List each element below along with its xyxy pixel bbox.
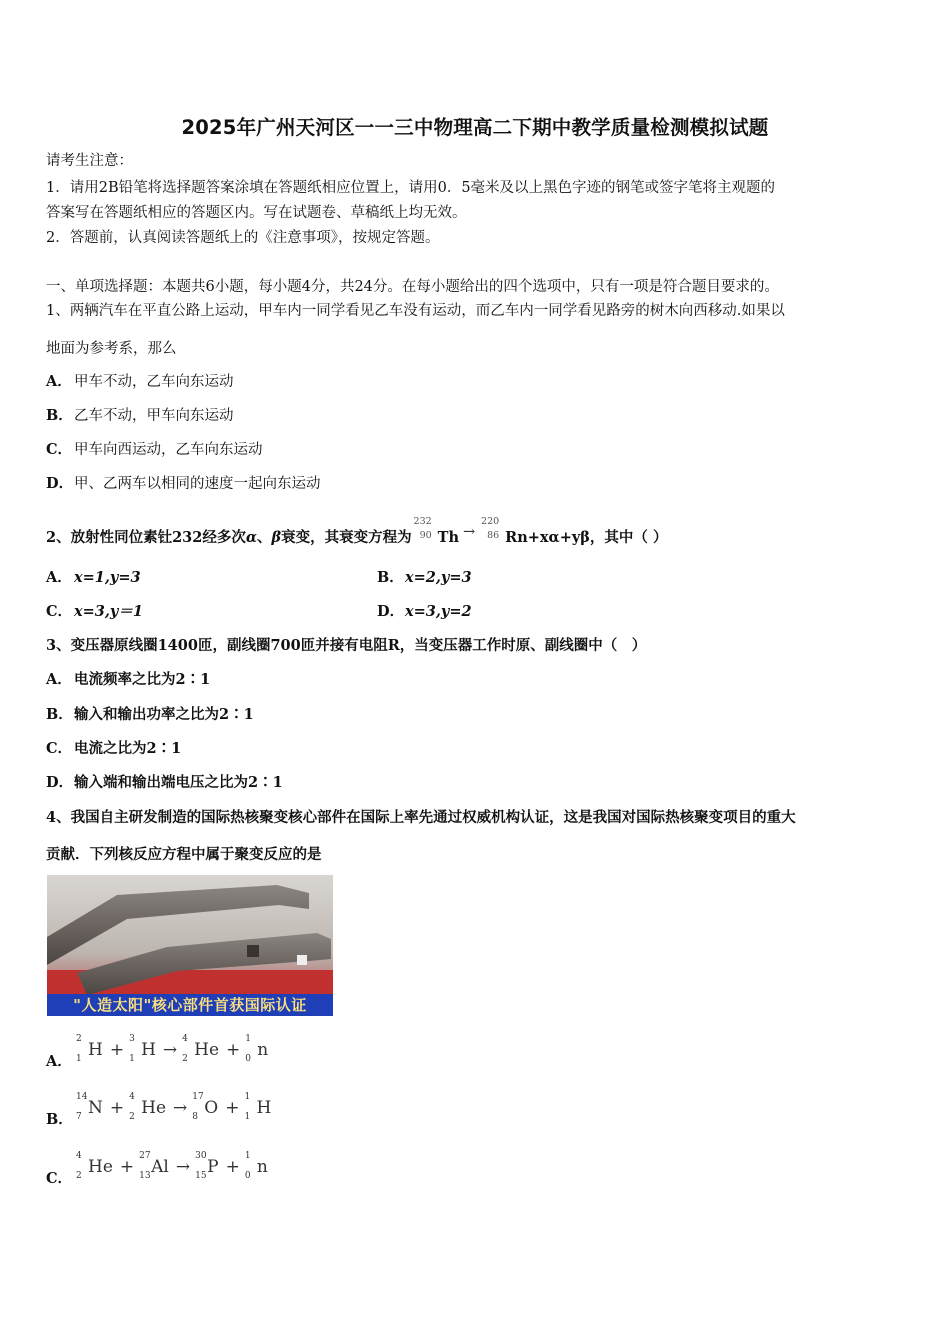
option-label: C． [46, 441, 73, 458]
mass-number: 27 [139, 1151, 151, 1161]
q2-beta: β [271, 529, 282, 546]
option-label: B． [46, 706, 73, 723]
nuclide [76, 1092, 103, 1122]
q3-stem: 3、变压器原线圈1400匝，副线圈700匝并接有电阻R，当变压器工作时原、副线圈中（ ） [46, 637, 647, 654]
notice-line-2: 答案写在答题纸相应的答题区内。写在试题卷、草稿纸上均无效。 [46, 205, 467, 221]
option-label: D． [46, 774, 74, 791]
nuclide [192, 1092, 219, 1122]
mass-number: 1 [244, 1151, 251, 1161]
element-symbol: O [204, 1098, 219, 1118]
reaction-equation [76, 1092, 273, 1122]
q1-option-c [46, 440, 263, 460]
q2-stem-b: 衰变，其衰变方程为 [281, 529, 412, 546]
atomic-number: 2 [182, 1054, 188, 1064]
mass-number: 1 [245, 1034, 252, 1044]
atomic-number: 2 [76, 1171, 82, 1181]
photo-caption: "人造太阳"核心部件首获国际认证 [47, 994, 333, 1016]
rn-z: 86 [487, 530, 500, 541]
page-title: 2025年广州天河区一一三中物理高二下期中教学质量检测模拟试题 [181, 116, 769, 139]
option-label: D． [46, 475, 74, 492]
mass-number: 4 [129, 1092, 135, 1102]
nuclide [244, 1151, 268, 1181]
plus-sign: + [109, 1040, 125, 1060]
option-text: 电流频率之比为2∶1 [74, 671, 211, 688]
reaction-arrow: → [175, 1157, 191, 1177]
option-text: 乙车不动，甲车向东运动 [74, 408, 234, 424]
q1-option-d [46, 474, 321, 494]
nuclide [195, 1151, 219, 1181]
q2-options-row-2 [46, 602, 906, 622]
element-symbol: He [194, 1040, 220, 1060]
option-text: x=3,y＝1 [74, 603, 143, 620]
option-text: x=2,y=3 [405, 569, 472, 586]
reaction-equation [76, 1151, 270, 1181]
option-text: 甲、乙两车以相同的速度一起向东运动 [74, 476, 321, 492]
th-symbol: Th [437, 529, 460, 546]
th-z: 90 [419, 530, 432, 541]
reaction-equation [76, 1034, 270, 1064]
notice-heading: 请考生注意： [46, 153, 133, 169]
atomic-number: 2 [129, 1112, 135, 1122]
option-label: A． [46, 373, 72, 390]
element-symbol: n [256, 1157, 268, 1177]
atomic-number: 13 [139, 1171, 151, 1181]
option-label: C． [46, 740, 73, 757]
thorium-isotope [412, 516, 434, 548]
q2-stem-c: ，其中（ ） [589, 529, 668, 546]
q2-options-row-1 [46, 568, 906, 588]
mass-number: 30 [195, 1151, 207, 1161]
option-label: D． [377, 603, 405, 620]
element-symbol: P [207, 1157, 219, 1177]
atomic-number: 8 [192, 1112, 198, 1122]
element-symbol: H [141, 1040, 156, 1060]
option-label: B． [46, 407, 73, 424]
atomic-number: 0 [245, 1054, 252, 1064]
nuclide [129, 1034, 156, 1064]
option-label: C． [46, 1170, 73, 1187]
option-text: 甲车不动，乙车向东运动 [74, 374, 234, 390]
th-mass: 232 [413, 516, 432, 527]
nuclide [76, 1034, 103, 1064]
atomic-number: 1 [76, 1054, 82, 1064]
mass-number: 14 [76, 1092, 88, 1102]
atomic-number: 15 [195, 1171, 207, 1181]
nuclide [76, 1151, 113, 1181]
nuclide [129, 1092, 167, 1122]
option-label: B． [46, 1111, 73, 1128]
q1-stem-2: 地面为参考系，那么 [46, 341, 177, 357]
q3-option-a [46, 670, 210, 690]
nuclide [244, 1092, 272, 1122]
q2-alpha: α [245, 529, 258, 546]
plus-sign: + [225, 1098, 240, 1118]
nuclide [139, 1151, 169, 1181]
mass-number: 1 [244, 1092, 251, 1102]
option-label: A． [46, 671, 72, 688]
option-label: A． [46, 569, 72, 586]
plus-sign: + [109, 1098, 125, 1118]
element-symbol: N [88, 1098, 103, 1118]
q2-option-b [377, 568, 472, 588]
q3-option-d [46, 773, 283, 793]
q4-stem-2: 贡献．下列核反应方程中属于聚变反应的是 [46, 846, 322, 863]
q3-option-c [46, 739, 181, 759]
option-text: 甲车向西运动，乙车向东运动 [74, 442, 263, 458]
atomic-number: 1 [129, 1054, 135, 1064]
mass-number: 17 [192, 1092, 204, 1102]
q3-option-b [46, 705, 254, 725]
nuclide [182, 1034, 220, 1064]
element-symbol: n [257, 1040, 269, 1060]
rn-tail: Rn+xα+yβ [505, 529, 590, 546]
notice-line-3: 2．答题前，认真阅读答题纸上的《注意事项》，按规定答题。 [46, 230, 440, 246]
option-text: x=1,y=3 [74, 569, 141, 586]
q2-stem [46, 516, 668, 548]
option-text: x=3,y=2 [405, 603, 472, 620]
fusion-component-photo [47, 875, 333, 1016]
section-heading: 一、单项选择题：本题共6小题，每小题4分，共24分。在每小题给出的四个选项中，只有一项是符合题目要求的。 [46, 279, 779, 295]
option-label: B． [377, 569, 404, 586]
mass-number: 4 [76, 1151, 82, 1161]
radon-isotope [479, 516, 501, 548]
q1-option-a [46, 372, 234, 392]
reaction-arrow: → [173, 1098, 188, 1118]
q2-sep: 、 [257, 529, 272, 546]
option-label: C． [46, 603, 73, 620]
atomic-number: 0 [244, 1171, 251, 1181]
plus-sign: + [119, 1157, 135, 1177]
option-text: 输入端和输出端电压之比为2∶1 [74, 774, 283, 791]
atomic-number: 7 [76, 1112, 82, 1122]
element-symbol: H [256, 1098, 272, 1118]
element-symbol: H [88, 1040, 103, 1060]
atomic-number: 1 [244, 1112, 251, 1122]
plus-sign: + [226, 1040, 241, 1060]
q2-stem-a: 2、放射性同位素钍232经多次 [46, 529, 246, 546]
element-symbol: Al [151, 1157, 169, 1177]
nuclide [245, 1034, 269, 1064]
reaction-arrow: → [162, 1040, 178, 1060]
element-symbol: He [88, 1157, 113, 1177]
reaction-arrow: → [463, 524, 476, 540]
element-symbol: He [141, 1098, 167, 1118]
q1-option-b [46, 406, 234, 426]
mass-number: 2 [76, 1034, 82, 1044]
option-text: 输入和输出功率之比为2∶1 [74, 706, 254, 723]
plus-sign: + [225, 1157, 240, 1177]
notice-line-1: 1．请用2B铅笔将选择题答案涂填在答题纸相应位置上，请用0．5毫米及以上黑色字迹的钢笔或签字笔将主观题的 [46, 180, 776, 196]
mass-number: 3 [129, 1034, 135, 1044]
q4-stem-1: 4、我国自主研发制造的国际热核聚变核心部件在国际上率先通过权威机构认证，这是我国对国际热核聚变项目的重大 [46, 809, 796, 826]
mass-number: 4 [182, 1034, 188, 1044]
option-text: 电流之比为2∶1 [74, 740, 182, 757]
rn-mass: 220 [481, 516, 500, 527]
option-label: A． [46, 1053, 72, 1070]
q1-stem-1: 1、两辆汽车在平直公路上运动，甲车内一同学看见乙车没有运动，而乙车内一同学看见路旁的树木向西移动.如果以 [46, 303, 785, 319]
q2-option-d [377, 602, 472, 622]
